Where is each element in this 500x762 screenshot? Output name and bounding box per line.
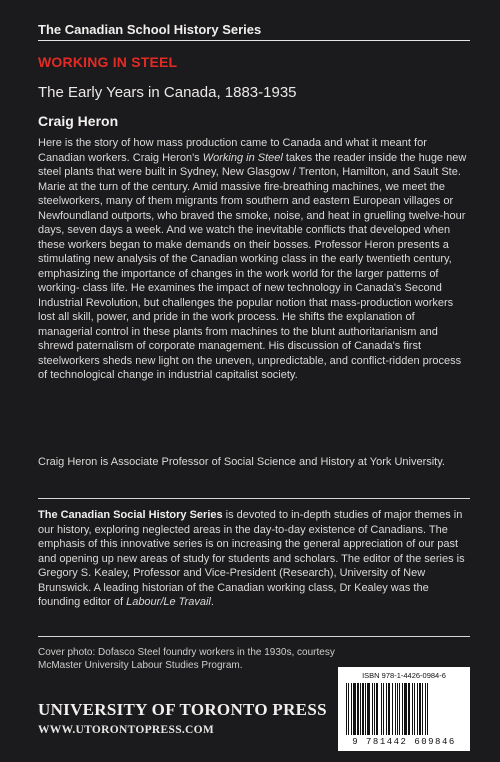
cover-photo-credit: Cover photo: Dofasco Steel foundry workers in the 1930s, courtesy McMaster University Labour Studies Program.: [38, 647, 335, 671]
book-author: Craig Heron: [38, 113, 119, 129]
series-description-lead: The Canadian Social History Series: [38, 509, 223, 521]
blurb-part2: takes the reader inside the huge new steel plants that were built in Sydney, New Glasgow / Trenton, Hamilton, and Sault Ste. Marie at the turn of the century. Amid massive fire-breathing machines, we meet the steelworkers, many of them migrants from southern and eastern European villages or Newfoundland outports, who braved the smoke, noise, and heat in gruelling twelve-hour days, seven days a week. And we watch the inevitable conflicts that developed when these workers began to make demands on their bosses. Professor Heron presents a stimulating new analysis of the Canadian working class in the early twentieth century, emphasizing the importance of changes in the work world for the larger patterns of working- class life. He examines the impact of new technology in Canada's Second Industrial Revolution, but challenges the popular notion that mass-production workers lost all skill, power, and pride in the work process. He shifts the explanation of managerial control in these plants from machines to the blunt authoritarianism and shrewd paternalism of corporate management. His discussion of Canada's first steelworkers sheds new light on the uneven, unpredictable, and conflict-ridden process of technological change in industrial capitalist society.: [38, 151, 467, 381]
publisher-name: UNIVERSITY OF TORONTO PRESS: [38, 700, 327, 719]
isbn-barcode: [338, 667, 470, 751]
barcode-bars: [346, 683, 462, 735]
series-description-journal: Labour/Le Travail: [126, 596, 211, 608]
barcode-digits: 9 781442 609846: [352, 737, 456, 747]
series-description-part1: is devoted to in-depth studies of major themes in our history, exploring neglected areas in the day-to-day existence of Canadians. The emphasis of this innovative series is on increasing the general appreciation of our past and opening up new areas of study for students and scholars. The editor of the series is Gregory S. Kealey, Professor and Vice-President (Research), University of New Brunswick. A leading historian of the Canadian working class, Dr Kealey was the founding editor of: [38, 509, 465, 608]
book-blurb: [38, 136, 468, 383]
series-description: [38, 508, 470, 610]
blurb-italic-title: Working in Steel: [202, 151, 283, 164]
book-title: WORKING IN STEEL: [38, 54, 178, 70]
series-header: The Canadian School History Series: [38, 22, 470, 41]
book-subtitle: The Early Years in Canada, 1883-1935: [38, 84, 297, 101]
isbn-label: ISBN 978-1-4426-0984-6: [362, 671, 446, 680]
author-bio: Craig Heron is Associate Professor of Social Science and History at York University.: [38, 456, 445, 468]
blurb-part1: Here is the story of how mass production came to Canada and what it meant for Canadian workers. Craig Heron's: [38, 137, 427, 164]
section-divider-2: [38, 636, 470, 637]
series-description-part2: .: [210, 596, 214, 608]
publisher-website: WWW.UTORONTOPRESS.COM: [38, 724, 215, 736]
section-divider: [38, 498, 470, 499]
